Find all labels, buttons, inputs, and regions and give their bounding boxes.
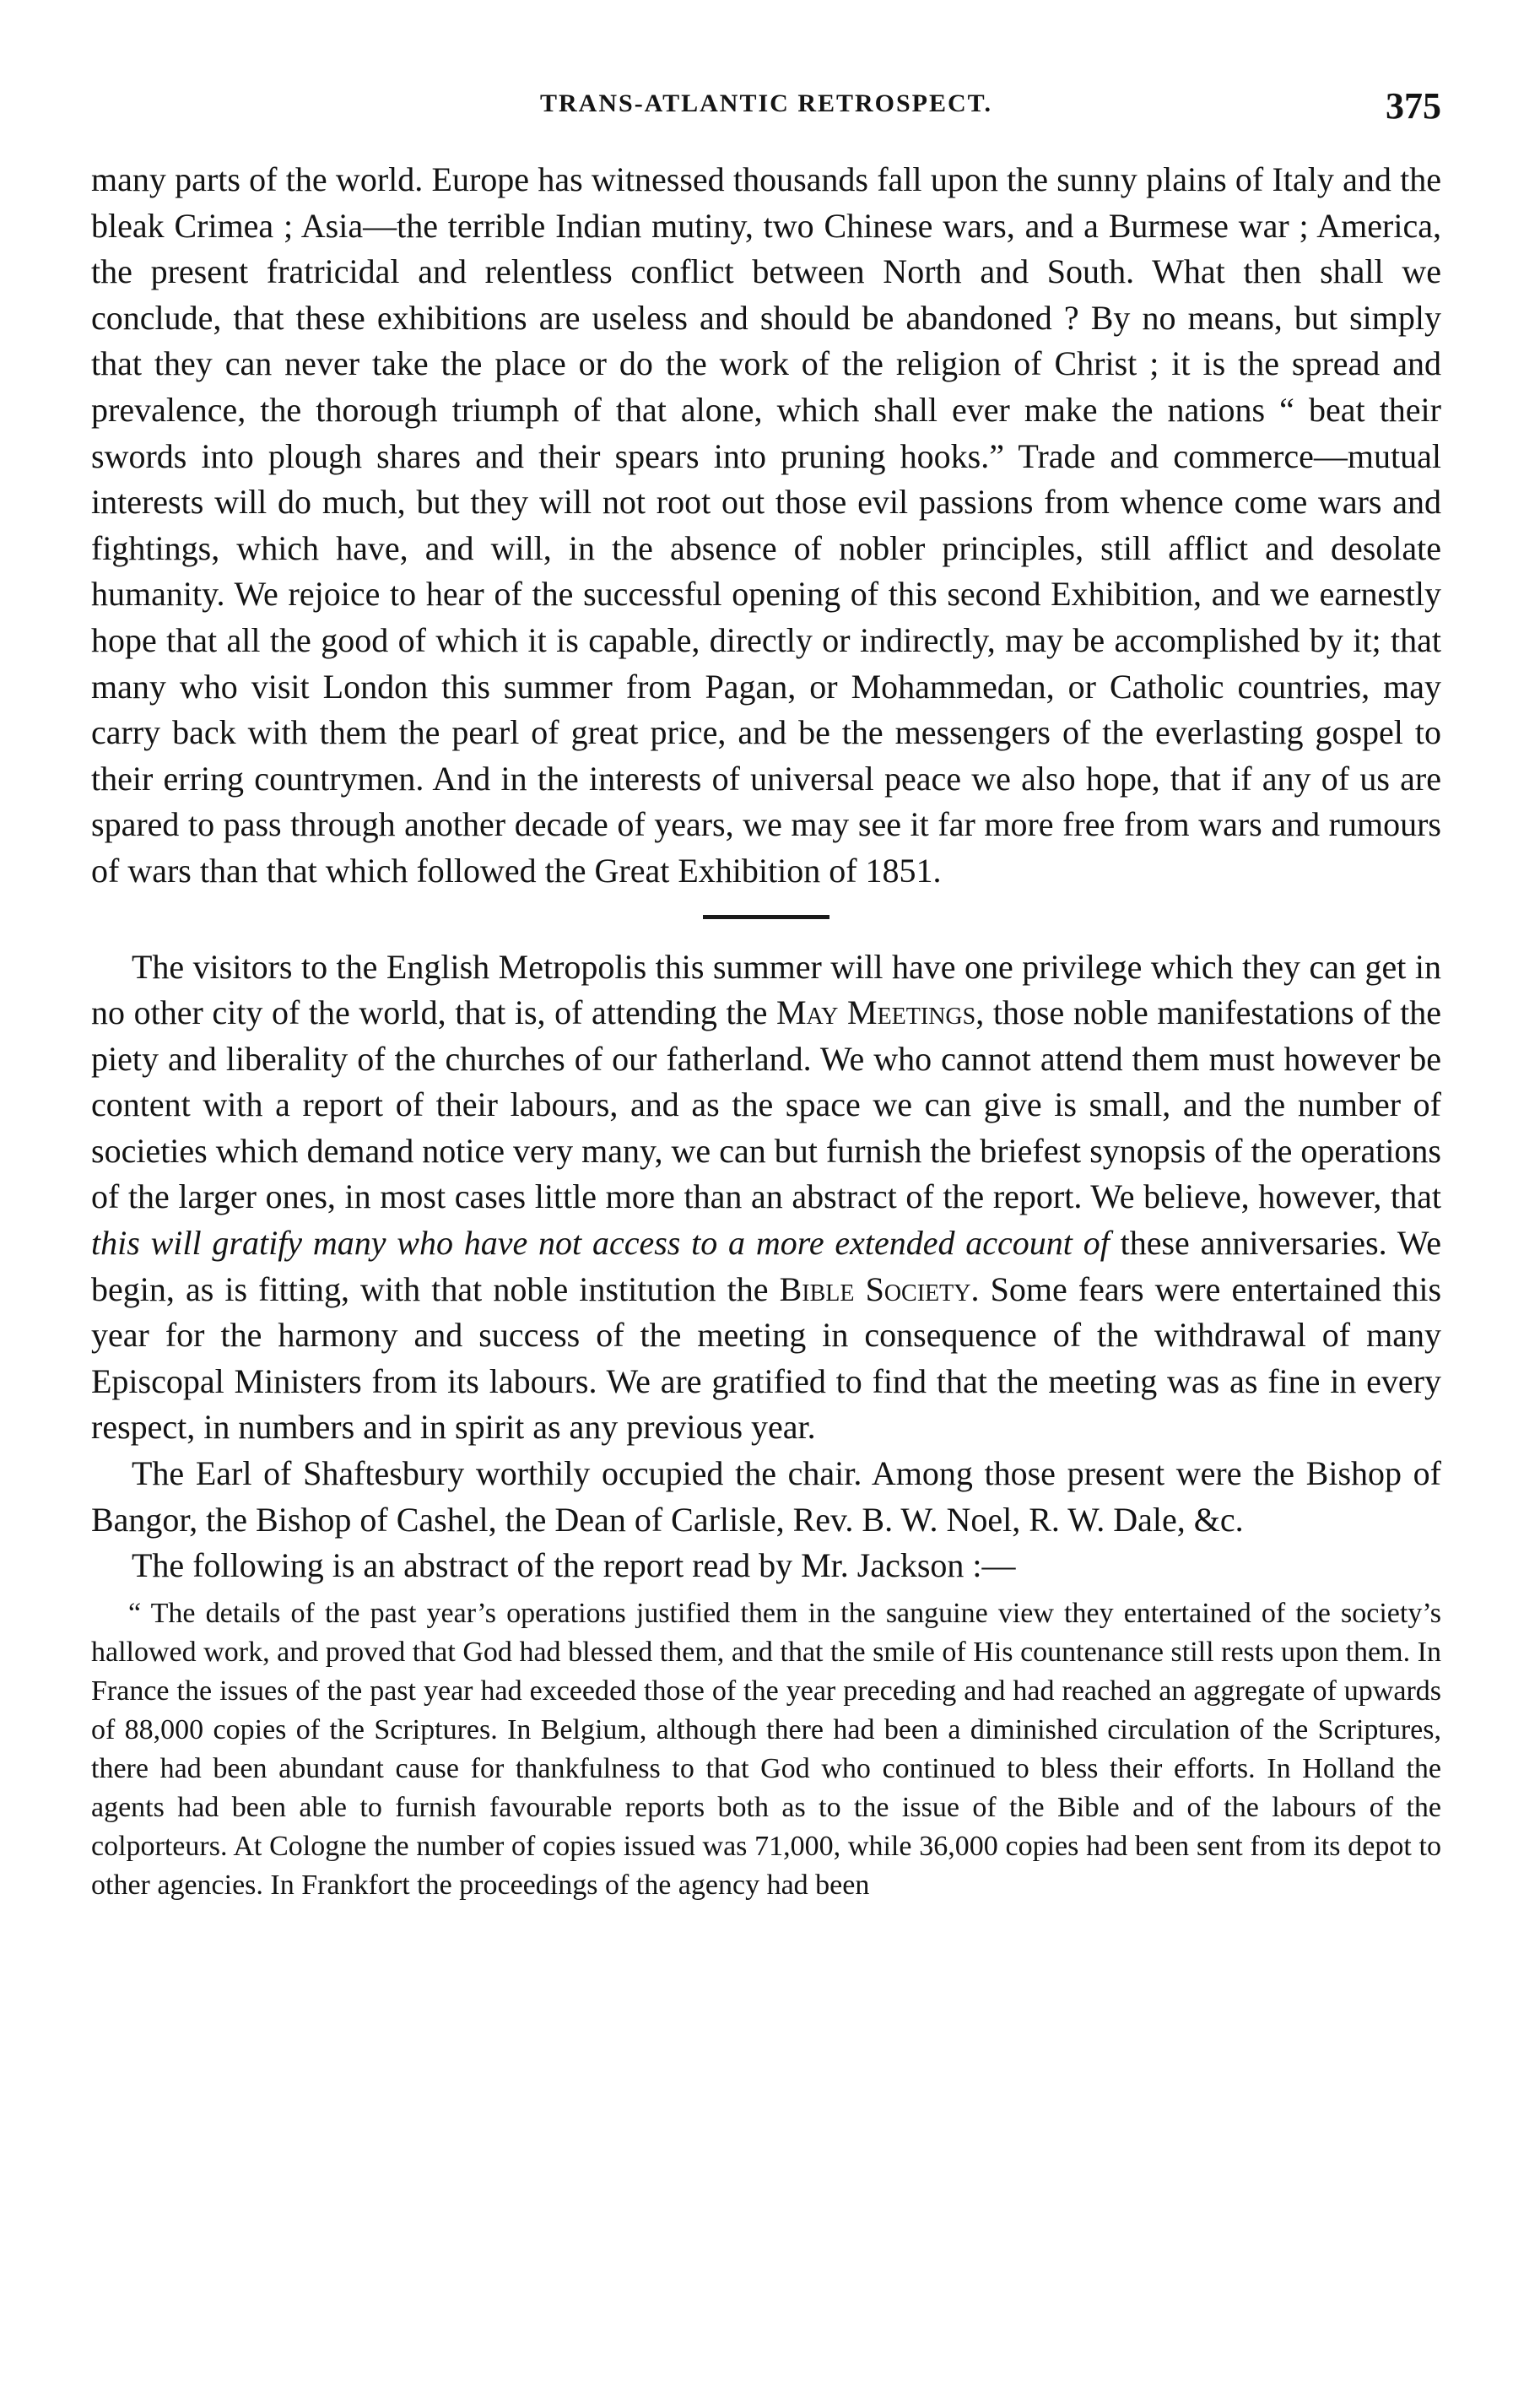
- para2-italic: this will gratify many who have not access to a more extended account of: [91, 1224, 1110, 1263]
- paragraph-chair: The Earl of Shaftesbury worthily occupied the chair. Among those present were the Bishop of Bangor, the Bishop of Cashel, the Dean of Carlisle, Rev. B. W. Noel, R. W. Dale, &c.: [91, 1454, 1441, 1539]
- bible-society-smallcaps: Bible Society: [779, 1269, 971, 1308]
- para2-text-3: these anniversaries. We begin, as is fitting, with that noble institution the: [91, 1224, 1441, 1308]
- running-title: TRANS-ATLANTIC RETROSPECT.: [540, 89, 992, 117]
- paragraph-may-meetings: [91, 944, 1441, 1452]
- report-quote: “ The details of the past year’s operations justified them in the sanguine view they entertained of the society’s hallowed work, and proved that God had blessed them, and that the smile of His countenance still rests upon them. In France the issues of the past year had exceeded those of the year preceding and had reached an aggregate of upwards of 88,000 copies of the Scriptures. In Belgium, although there had been a diminished circulation of the Scriptures, there had been abundant cause for thankfulness to that God who continued to bless their efforts. In Holland the agents had been able to furnish favourable reports both as to the issue of the Bible and of the labours of the colporteurs. At Cologne the number of copies issued was 71,000, while 36,000 copies had been sent from its depot to other agencies. In Frankfort the proceedings of the agency had been: [91, 1597, 1441, 1901]
- page-number: 375: [1386, 85, 1441, 127]
- paragraph-report-intro: The following is an abstract of the report read by Mr. Jackson :—: [132, 1546, 1016, 1585]
- para2-text-4: . Some fears were entertained this year for the harmony and success of the meeting in consequence of the withdrawal of many Episcopal Ministers from its labours. We are gratified to find that the meeting was as fine in every respect, in numbers and in spirit as any previous year.: [91, 1269, 1442, 1447]
- para2-text-2: , those noble manifestations of the piety and liberality of the churches of our fatherland. We who cannot attend them must however be content with a report of their labours, and as the space we can give is small, and the number of societies which demand notice very many, we can but furnish the briefest synopsis of the operations of the larger ones, in most cases little more than an abstract of the report. We believe, however, that: [91, 993, 1442, 1216]
- section-divider: [703, 915, 829, 919]
- para2-text-1: The visitors to the English Metropolis this summer will have one privilege which they can get in no other city of the world, that is, of attending the: [91, 947, 1441, 1032]
- running-head: [91, 84, 1441, 138]
- may-meetings-smallcaps: May Meetings: [775, 993, 976, 1032]
- page: [91, 84, 1441, 1905]
- paragraph-exhibition: many parts of the world. Europe has witnessed thousands fall upon the sunny plains of Italy and the bleak Crimea ; Asia—the terrible Indian mutiny, two Chinese wars, and a Burmese war ; America, the present fratricidal and relentless conflict between North and South. What then shall we conclude, that these exhibitions are useless and should be abandoned ? By no means, but simply that they can never take the place or do the work of the religion of Christ ; it is the spread and prevalence, the thorough triumph of that alone, which shall ever make the nations “ beat their swords into plough shares and their spears into pruning hooks.” Trade and commerce—mutual interests will do much, but they will not root out those evil passions from whence come wars and fightings, which have, and will, in the absence of nobler principles, still afflict and desolate humanity. We rejoice to hear of the successful opening of this second Exhibition, and we earnestly hope that all the good of which it is capable, directly or indirectly, may be accomplished by it; that many who visit London this summer from Pagan, or Mohammedan, or Catholic countries, may carry back with them the pearl of great price, and be the messengers of the everlasting gospel to their erring countrymen. And in the interests of universal peace we also hope, that if any of us are spared to pass through another decade of years, we may see it far more free from wars and rumours of wars than that which followed the Great Exhibition of 1851.: [91, 160, 1441, 890]
